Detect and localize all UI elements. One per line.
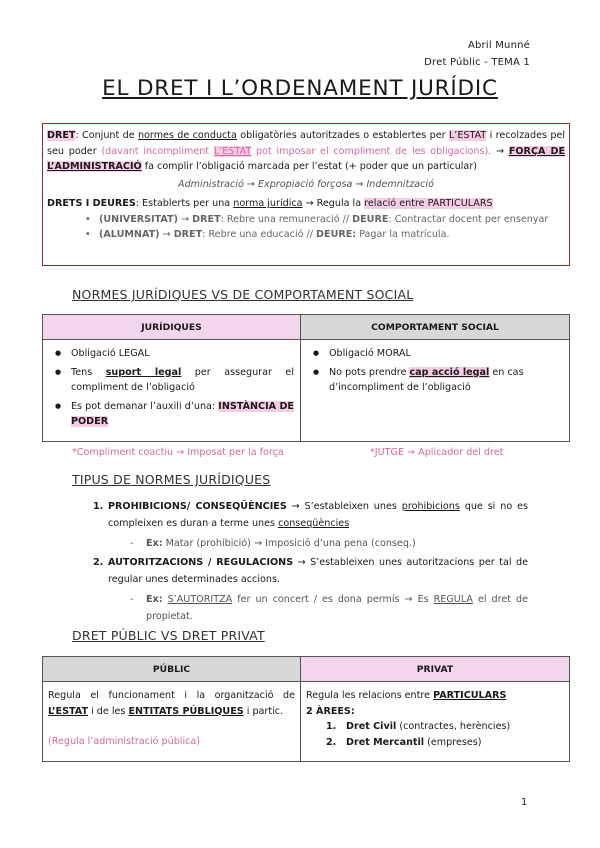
list-item: ● Obligació MORAL xyxy=(307,346,563,362)
comportament-cell xyxy=(301,340,570,442)
privat-areas-label: 2 ÀREES: xyxy=(306,705,355,717)
list-item: ● Es pot demanar l’auxili d’una: INSTÀNCIA DE PODER xyxy=(49,399,294,430)
forca-administracio: FORÇA DE L’ADMINISTRACIÓ xyxy=(47,145,565,172)
dret-definition: DRET: Conjunt de normes de conducta obligatòries autoritzades o establertes per L’ESTAT i recolzades pel seu poder (davant incompliment L’ESTAT pot imposar el compliment de les obligacions). → FORÇA DE L’ADMINISTRACIÓ fa complir l’obligació marcada per l’estat (+ poder que un particular) xyxy=(47,130,566,172)
section-heading-normes: NORMES JURÍDIQUES VS DE COMPORTAMENT SOCIAL xyxy=(72,287,414,302)
section-heading-tipus: TIPUS DE NORMES JURÍDIQUES xyxy=(72,472,271,487)
header-public: PÚBLIC xyxy=(43,657,301,682)
list-item: ● No pots prendre cap acció legal en cas d’incompliment de l’obligació xyxy=(307,365,563,396)
privat-description: Regula les relacions entre PARTICULARS xyxy=(306,690,507,701)
list-item: • (UNIVERSITAT) → DRET: Rebre una remuneració // DEURE: Contractar docent per ensenyar xyxy=(47,212,565,228)
author-name: Abril Munné xyxy=(467,40,530,51)
dret-term: DRET xyxy=(47,130,76,141)
public-note: (Regula l’administració pública) xyxy=(48,736,201,747)
list-item: 2. AUTORITZACIONS / REGULACIONS → S’estableixen unes autoritzacions per tal de regular unes determinades accions. xyxy=(93,557,528,585)
note-compliment: *Compliment coactiu → Imposat per la força xyxy=(72,447,284,458)
page-title: EL DRET I L’ORDENAMENT JURÍDIC xyxy=(102,76,498,101)
normes-table xyxy=(42,314,570,442)
list-item: ● Obligació LEGAL xyxy=(49,346,294,362)
section-heading-dret-public-privat: DRET PÚBLIC VS DRET PRIVAT xyxy=(72,628,265,643)
list-item: 2. Dret Mercantil (empreses) xyxy=(326,736,482,748)
public-description: Regula el funcionament i la organització de L’ESTAT i de les ENTITATS PÚBLIQUES i partic. xyxy=(48,690,295,717)
header-privat: PRIVAT xyxy=(301,657,570,682)
page-number: 1 xyxy=(521,797,528,808)
example-prohibicio: - Ex: Matar (prohibició) → Imposició d’una pena (conseq.) xyxy=(146,535,528,552)
header-comportament-social: COMPORTAMENT SOCIAL xyxy=(301,315,570,340)
list-item: • (ALUMNAT) → DRET: Rebre una educació // DEURE: Pagar la matrícula. xyxy=(47,227,565,243)
definition-box xyxy=(42,123,570,266)
list-item: 1. Dret Civil (contractes, herències) xyxy=(326,721,511,732)
example-autoritzacio: - Ex: S’AUTORITZA fer un concert / es dona permís → Es REGULA el dret de propietat. xyxy=(146,591,528,625)
list-item: 1. PROHIBICIONS/ CONSEQÜÈNCIES → S’estableixen unes prohibicions que si no es compleixen es duran a terme unes conseqüències xyxy=(93,501,528,529)
public-privat-table xyxy=(42,656,570,762)
administration-chain: Administració → Expropiació forçosa → Indemnització xyxy=(178,178,434,190)
header-juridiques: JURÍDIQUES xyxy=(43,315,301,340)
list-item: ● Tens suport legal per assegurar el compliment de l’obligació xyxy=(49,365,294,396)
juridiques-cell xyxy=(43,340,301,442)
drets-deures-line: DRETS I DEURES: Establerts per una norma jurídica → Regula la relació entre PARTICULARS xyxy=(47,198,493,209)
course-label: Dret Públic - TEMA 1 xyxy=(424,57,530,68)
public-cell xyxy=(43,682,301,762)
privat-cell xyxy=(301,682,570,762)
note-jutge: *JUTGE → Aplicador del dret xyxy=(370,447,504,458)
